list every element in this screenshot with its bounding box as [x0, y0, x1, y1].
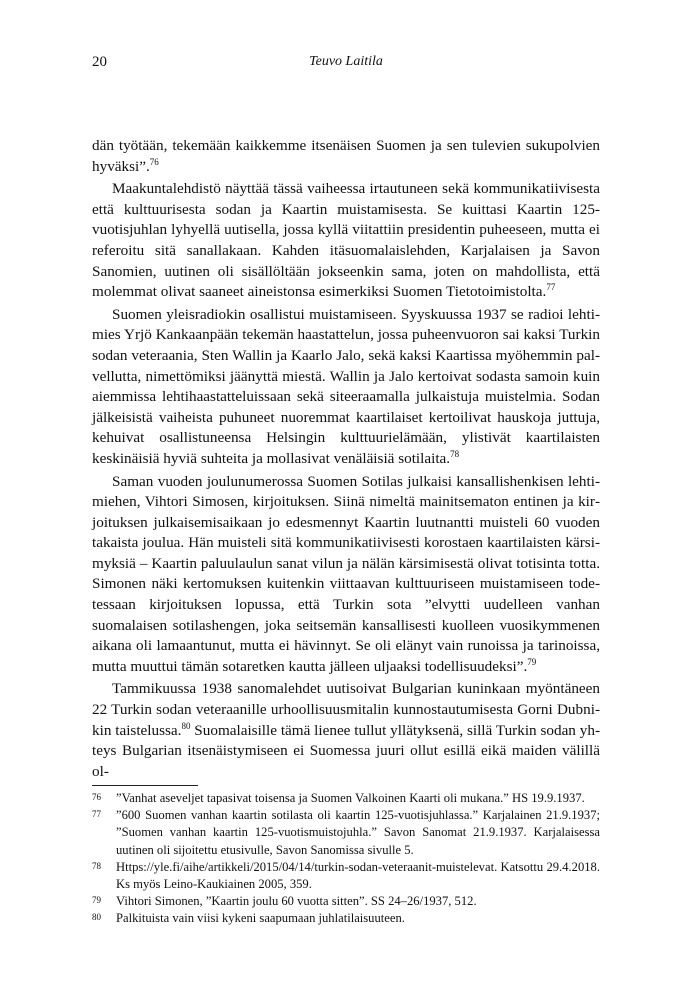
paragraph [92, 472, 600, 678]
footnote-ref: 78 [450, 448, 460, 459]
footnote-ref: 79 [527, 656, 537, 667]
footnote-number: 79 [92, 895, 101, 906]
footnote [92, 790, 600, 807]
paragraph-text: Suomen yleisradiokin osallistui muistamiseen. Syyskuussa 1937 se radioi lehtimies Yrjö Kankaanpään tekemän haastattelun, jossa puheenvuoron sai kaksi Turkin sodan veteraania, Sten Wallin ja Kaarlo Jalo, sekä kaksi Kaartissa myöhemmin palvellutta, nimettömiksi jäänyttä miestä. Wallin ja Jalo kertoivat sodasta samoin kuin aiemmissa lehtihaastatteluissaan sekä siteeraamalla julkaistuja muistelmia. Sodan jälkeisistä vaiheista puhuneet nuoremmat kaartilaiset kertoilivat hauskoja juttuja, kehuivat osallistuneensa Helsingin kulttuurielämään, ylistivät kaartilaisten keskinäisiä hyviä suhteita ja mollasivat venäläisiä sotilaita. [92, 305, 600, 467]
footnote-separator [92, 785, 198, 786]
footnote [92, 807, 600, 859]
footnote-ref: 80 [181, 720, 191, 731]
footnote-number: 76 [92, 792, 101, 802]
body-text [92, 136, 600, 784]
paragraph-text: dän työtään, tekemään kaikkemme itsenäisen Suomen ja sen tulevien sukupolvien hyväksi”. [92, 137, 600, 175]
paragraph-text-continued: Suomalaisille tämä lienee tullut yllätyksenä, sillä Turkin sodan yhteys Bulgarian itsenäistymiseen ei Suomessa juuri ollut esillä eikä maiden välillä ol- [92, 721, 600, 780]
footnote-number: 78 [92, 860, 101, 871]
paragraph [92, 679, 600, 782]
footnote-ref: 76 [149, 156, 159, 167]
footnote [92, 893, 600, 910]
paragraph-text: Maakuntalehdistö näyttää tässä vaiheessa irtautuneen sekä kommunikatiivisesta että kulttuurisesta sodan ja Kaartin muistamisesta. Se kuittasi Kaartin 125-vuotisjuhlan lyhyellä uutisella, jossa kyllä viitattiin presidentin puheeseen, mutta ei referoitu sitä sanallakaan. Kahden itäsuomalaislehden, Karjalaisen ja Savon Sanomien, uutinen oli sisällöltään jokseenkin sama, joten on mahdollista, että molemmat olivat saaneet aineistonsa esimerkiksi Suomen Tietotoimistolta. [92, 180, 600, 301]
page-number: 20 [92, 54, 107, 70]
paragraph-text: Tammikuussa 1938 sanomalehdet uutisoivat Bulgarian kuninkaan myöntäneen 22 Turkin sodan veteraanille urhoollisuusmitalin kunnostautumisesta Gorni Dubnikin taistelussa. [92, 680, 600, 739]
paragraph [92, 136, 600, 177]
footnote-text: Https://yle.fi/aihe/artikkeli/2015/04/14/turkin-sodan-veteraanit-muistelevat. Katsottu 29.4.2018. Ks myös Leino-Kaukiainen 2005, 359. [116, 859, 600, 892]
footnote-text: Palkituista vain viisi kykeni saapumaan juhlatilaisuuteen. [116, 911, 405, 926]
footnote-text: Vihtori Simonen, ”Kaartin joulu 60 vuotta sitten”. SS 24–26/1937, 512. [116, 894, 477, 909]
footnote-text: ”Vanhat aseveljet tapasivat toisensa ja Suomen Valkoinen Kaarti oli mukana.” HS 19.9.1937. [116, 791, 585, 805]
footnote [92, 859, 600, 893]
footnote-number: 77 [92, 809, 101, 820]
footnote-number: 80 [92, 912, 101, 923]
footnote-text: ”600 Suomen vanhan kaartin sotilasta oli kaartin 125-vuotisjuhlassa.” Karjalainen 21.9.1937; ”Suomen vanhan kaartin 125-vuotismuistojuhla.” Savon Sanomat 21.9.1937. Karjalaisessa uutinen oli sijoitettu etusivulle, Savon Sanomissa sivulle 5. [116, 808, 600, 857]
paragraph [92, 179, 600, 303]
footnote-ref: 77 [546, 282, 556, 293]
page-header [92, 54, 600, 74]
footnotes [92, 790, 600, 928]
footnote [92, 910, 600, 927]
running-head: Teuvo Laitila [309, 54, 383, 69]
paragraph-text: Saman vuoden joulunumerossa Suomen Sotilas julkaisi kansallishenkisen lehtimiehen, Vihtori Simosen, kirjoituksen. Siinä nimeltä mainitsematon entinen ja kirjoituksen julkaisemisaikaan jo edesmennyt Kaartin luutnantti muisteli 60 vuoden takaista joulua. Hän muisteli sitä kommunikatiivisesti korostaen kaartilaisten kärsimyksiä – Kaartin paluulaulun sanat vilun ja nälän kärsimisestä olivat totisinta totta. Simonen näki kertomuksen kuitenkin viittaavan kulttuuriseen muistamiseen todetessaan kirjoituksen lopussa, että Turkin sota ”elvytti uudelleen vanhan suomalaisen sotilashengen, joka seitsemän kansallisesti kuolleen vuosikymmenen aikana oli lamaantunut, mutta ei hävinnyt. Se oli elänyt vain runoissa ja tarinoissa, mutta muuttui tämän sotaretken kautta jälleen uljaaksi todellisuudeksi”. [92, 472, 600, 675]
paragraph [92, 305, 600, 470]
